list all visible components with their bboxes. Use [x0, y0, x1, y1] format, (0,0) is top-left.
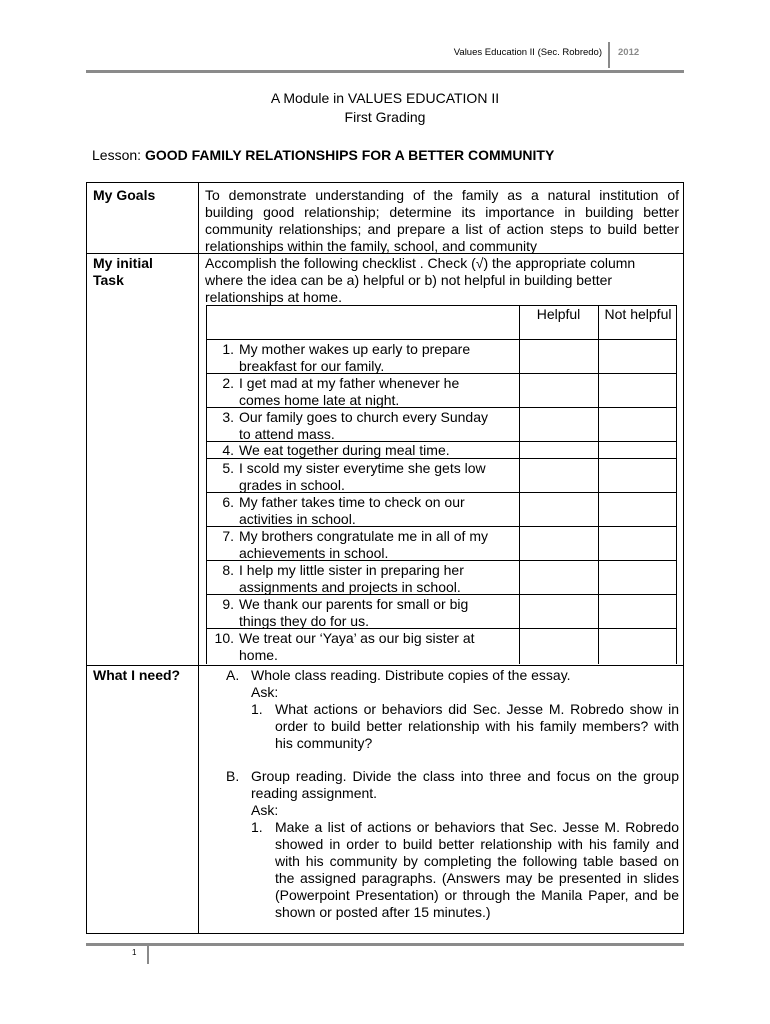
task-instructions: Accomplish the following checklist . Check (√) the appropriate column where the idea can be a) helpful or b) not helpful in building better relationships at home. [205, 255, 636, 305]
checklist-item: My brothers congratulate me in all of my achievements in school. [239, 528, 488, 561]
checklist-item-number: 1. [222, 341, 234, 357]
need-b-question: Make a list of actions or behaviors that Sec. Jesse M. Robredo showed in order to build better relationship with his family and with his community by completing the following table based on the assigned paragraphs. (Answers may be presented in slides (Powerpoint Presentation) or through the Manila Paper, and be shown or posted after 15 minutes.) [275, 819, 679, 920]
checklist-col-line-1 [519, 305, 520, 664]
need-a-question: What actions or behaviors did Sec. Jesse M. Robredo show in order to build better relationship with his family members? with his community? [275, 701, 679, 751]
checklist-item-number: 9. [222, 596, 234, 612]
goals-label: My Goals [93, 187, 156, 203]
row-divider-task [87, 665, 683, 666]
footer-rule [86, 943, 684, 946]
column-divider [198, 183, 199, 933]
checklist-item-number: 7. [222, 528, 234, 544]
need-label: What I need? [93, 667, 181, 683]
checklist-item: My father takes time to check on our activities in school. [239, 494, 465, 527]
col-helpful: Helpful [536, 306, 581, 322]
need-a-letter: A. [226, 667, 240, 683]
module-subtitle: First Grading [344, 109, 426, 125]
checklist-col-line-2 [598, 305, 599, 664]
checklist-item: I get mad at my father whenever he comes home late at night. [239, 375, 460, 408]
header-separator [608, 42, 610, 68]
module-title: A Module in VALUES EDUCATION II [270, 90, 500, 106]
need-a-ask: Ask: [251, 684, 279, 700]
module-table [86, 182, 684, 934]
checklist-item: I help my little sister in preparing her assignments and projects in school. [239, 562, 464, 595]
need-a-question-number: 1. [251, 701, 263, 717]
checklist-item: We eat together during meal time. [239, 442, 450, 458]
checklist-item-number: 10. [214, 630, 234, 646]
goals-text: To demonstrate understanding of the family as a natural institution of building good relationship; determine its importance in building better community relationships; and prepare a list of action steps to build better relationships within the family, school, and community [205, 187, 679, 254]
running-header-year: 2012 [618, 47, 640, 58]
checklist-item-number: 3. [222, 409, 234, 425]
need-a-text: Whole class reading. Distribute copies of the essay. [251, 667, 571, 683]
checklist-item-number: 6. [222, 494, 234, 510]
need-b-question-number: 1. [251, 819, 263, 835]
checklist-item-number: 5. [222, 460, 234, 476]
need-b-text: Group reading. Divide the class into three and focus on the group reading assignment. [251, 768, 679, 801]
task-label-line1: My initial [93, 255, 153, 271]
checklist-item: We thank our parents for small or big things they do for us. [239, 596, 469, 629]
checklist-item: Our family goes to church every Sunday to attend mass. [239, 409, 489, 442]
checklist-table [206, 305, 677, 665]
need-b-letter: B. [226, 768, 240, 784]
checklist-item: I scold my sister everytime she gets low grades in school. [239, 460, 486, 493]
checklist-item-number: 4. [222, 442, 234, 458]
col-not-helpful: Not helpful [604, 306, 672, 322]
need-b-ask: Ask: [251, 802, 279, 818]
checklist-item: My mother wakes up early to prepare breakfast for our family. [239, 341, 471, 374]
checklist-item: We treat our ‘Yaya’ as our big sister at home. [239, 630, 475, 663]
task-label-line2: Task [93, 272, 124, 288]
checklist-row-line [206, 339, 677, 340]
page-number-separator [147, 946, 149, 964]
page-number: 1 [132, 948, 137, 957]
lesson-name: GOOD FAMILY RELATIONSHIPS FOR A BETTER COMMUNITY [144, 147, 555, 163]
running-header-title: Values Education II (Sec. Robredo) [453, 47, 602, 58]
header-rule [86, 70, 684, 73]
lesson-heading [92, 147, 554, 163]
checklist-item-number: 8. [222, 562, 234, 578]
lesson-prefix: Lesson: [92, 147, 145, 163]
checklist-item-number: 2. [222, 375, 234, 391]
